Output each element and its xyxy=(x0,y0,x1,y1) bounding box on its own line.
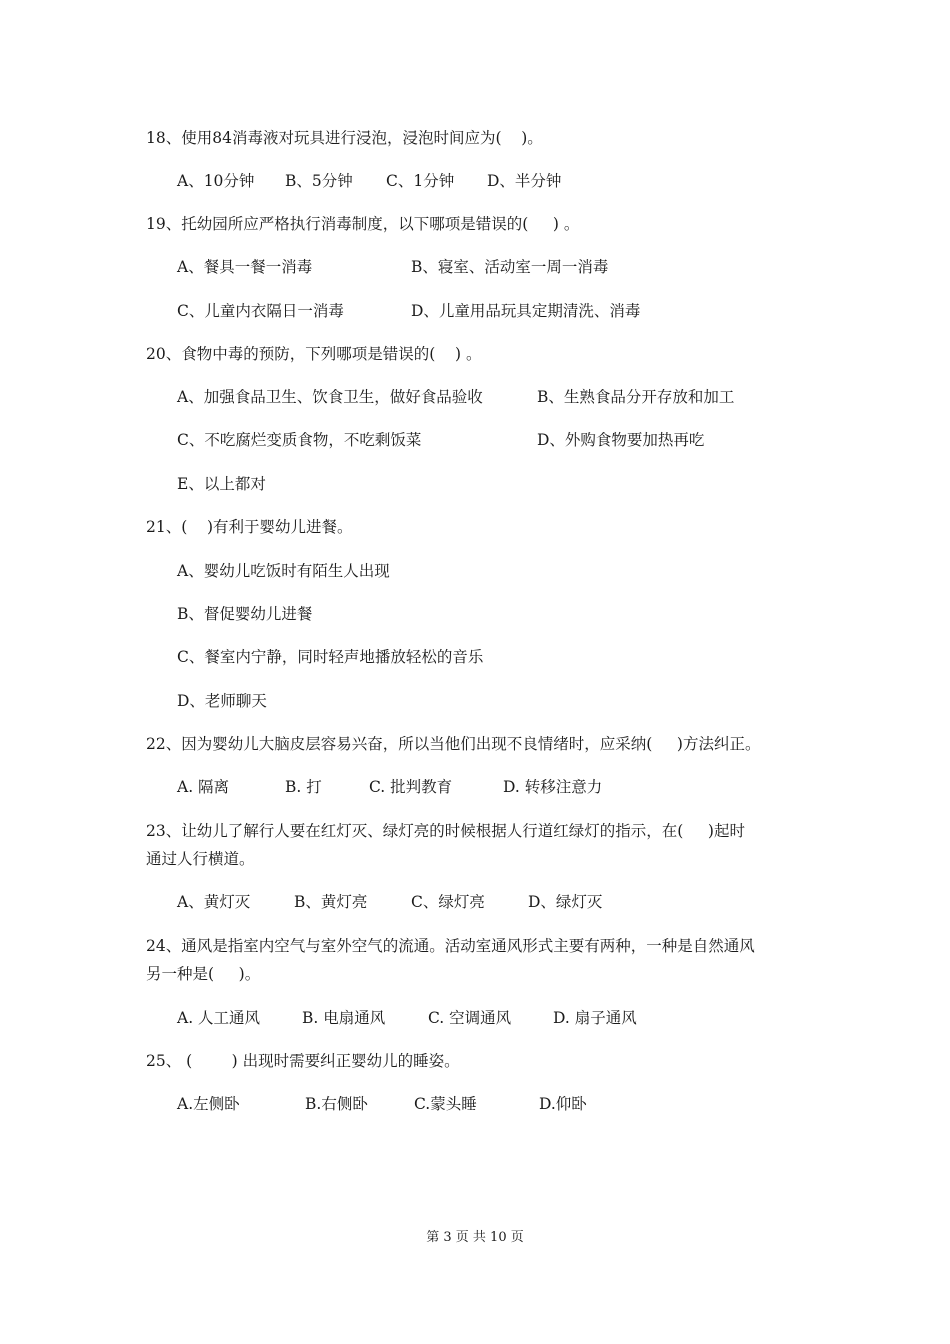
question-23-option-b: B、黄灯亮 xyxy=(294,893,368,911)
question-21-option-d: D、老师聊天 xyxy=(177,692,267,710)
question-25-option-b: B.右侧卧 xyxy=(305,1095,368,1113)
page-footer: 第 3 页 共 10 页 xyxy=(426,1230,524,1245)
question-18-stem: 18、使用84消毒液对玩具进行浸泡，浸泡时间应为( )。 xyxy=(146,129,543,147)
question-24-option-a: A. 人工通风 xyxy=(177,1009,261,1027)
question-19-option-d: D、儿童用品玩具定期清洗、消毒 xyxy=(411,302,641,320)
question-22-option-d: D. 转移注意力 xyxy=(503,778,603,796)
question-22-option-c: C. 批判教育 xyxy=(369,778,453,796)
question-24-stem-line-2: 另一种是( )。 xyxy=(146,965,261,983)
question-22-stem: 22、因为婴幼儿大脑皮层容易兴奋，所以当他们出现不良情绪时，应采纳( )方法纠正。 xyxy=(146,735,761,753)
question-20-option-a: A、加强食品卫生、饮食卫生，做好食品验收 xyxy=(177,388,483,406)
question-19-stem: 19、托幼园所应严格执行消毒制度，以下哪项是错误的( ) 。 xyxy=(146,215,580,233)
question-20-option-b: B、生熟食品分开存放和加工 xyxy=(537,388,735,406)
question-23-stem-line-1: 23、让幼儿了解行人要在红灯灭、绿灯亮的时候根据人行道红绿灯的指示，在( )起时 xyxy=(146,822,745,840)
question-20-option-c: C、不吃腐烂变质食物，不吃剩饭菜 xyxy=(177,431,422,449)
question-22-option-a: A. 隔离 xyxy=(177,778,230,796)
question-18-option-d: D、半分钟 xyxy=(487,172,562,190)
question-25-option-a: A.左侧卧 xyxy=(177,1095,240,1113)
question-24-option-d: D. 扇子通风 xyxy=(553,1009,637,1027)
question-18-option-a: A、10分钟 xyxy=(177,172,255,190)
question-23-option-c: C、绿灯亮 xyxy=(411,893,485,911)
question-19-option-b: B、寝室、活动室一周一消毒 xyxy=(411,258,609,276)
question-20-stem: 20、食物中毒的预防，下列哪项是错误的( ) 。 xyxy=(146,345,482,363)
question-24-option-c: C. 空调通风 xyxy=(428,1009,512,1027)
question-19-option-c: C、儿童内衣隔日一消毒 xyxy=(177,302,344,320)
question-23-option-a: A、黄灯灭 xyxy=(177,893,251,911)
question-21-stem: 21、( )有利于婴幼儿进餐。 xyxy=(146,518,353,536)
question-23-option-d: D、绿灯灭 xyxy=(528,893,603,911)
question-24-stem-line-1: 24、通风是指室内空气与室外空气的流通。活动室通风形式主要有两种，一种是自然通风 xyxy=(146,937,755,955)
question-24-option-b: B. 电扇通风 xyxy=(302,1009,386,1027)
question-21-option-a: A、婴幼儿吃饭时有陌生人出现 xyxy=(177,562,390,580)
question-18-option-b: B、5分钟 xyxy=(285,172,353,190)
question-21-option-b: B、督促婴幼儿进餐 xyxy=(177,605,313,623)
question-23-stem-line-2: 通过人行横道。 xyxy=(146,850,255,868)
question-25-option-d: D.仰卧 xyxy=(539,1095,587,1113)
question-25-option-c: C.蒙头睡 xyxy=(414,1095,477,1113)
question-21-option-c: C、餐室内宁静，同时轻声地播放轻松的音乐 xyxy=(177,648,484,666)
question-25-stem: 25、 ( ) 出现时需要纠正婴幼儿的睡姿。 xyxy=(146,1052,460,1070)
question-22-option-b: B. 打 xyxy=(285,778,322,796)
question-20-option-d: D、外购食物要加热再吃 xyxy=(537,431,705,449)
question-20-option-e: E、以上都对 xyxy=(177,475,266,493)
question-19-option-a: A、餐具一餐一消毒 xyxy=(177,258,313,276)
question-18-option-c: C、1分钟 xyxy=(386,172,455,190)
